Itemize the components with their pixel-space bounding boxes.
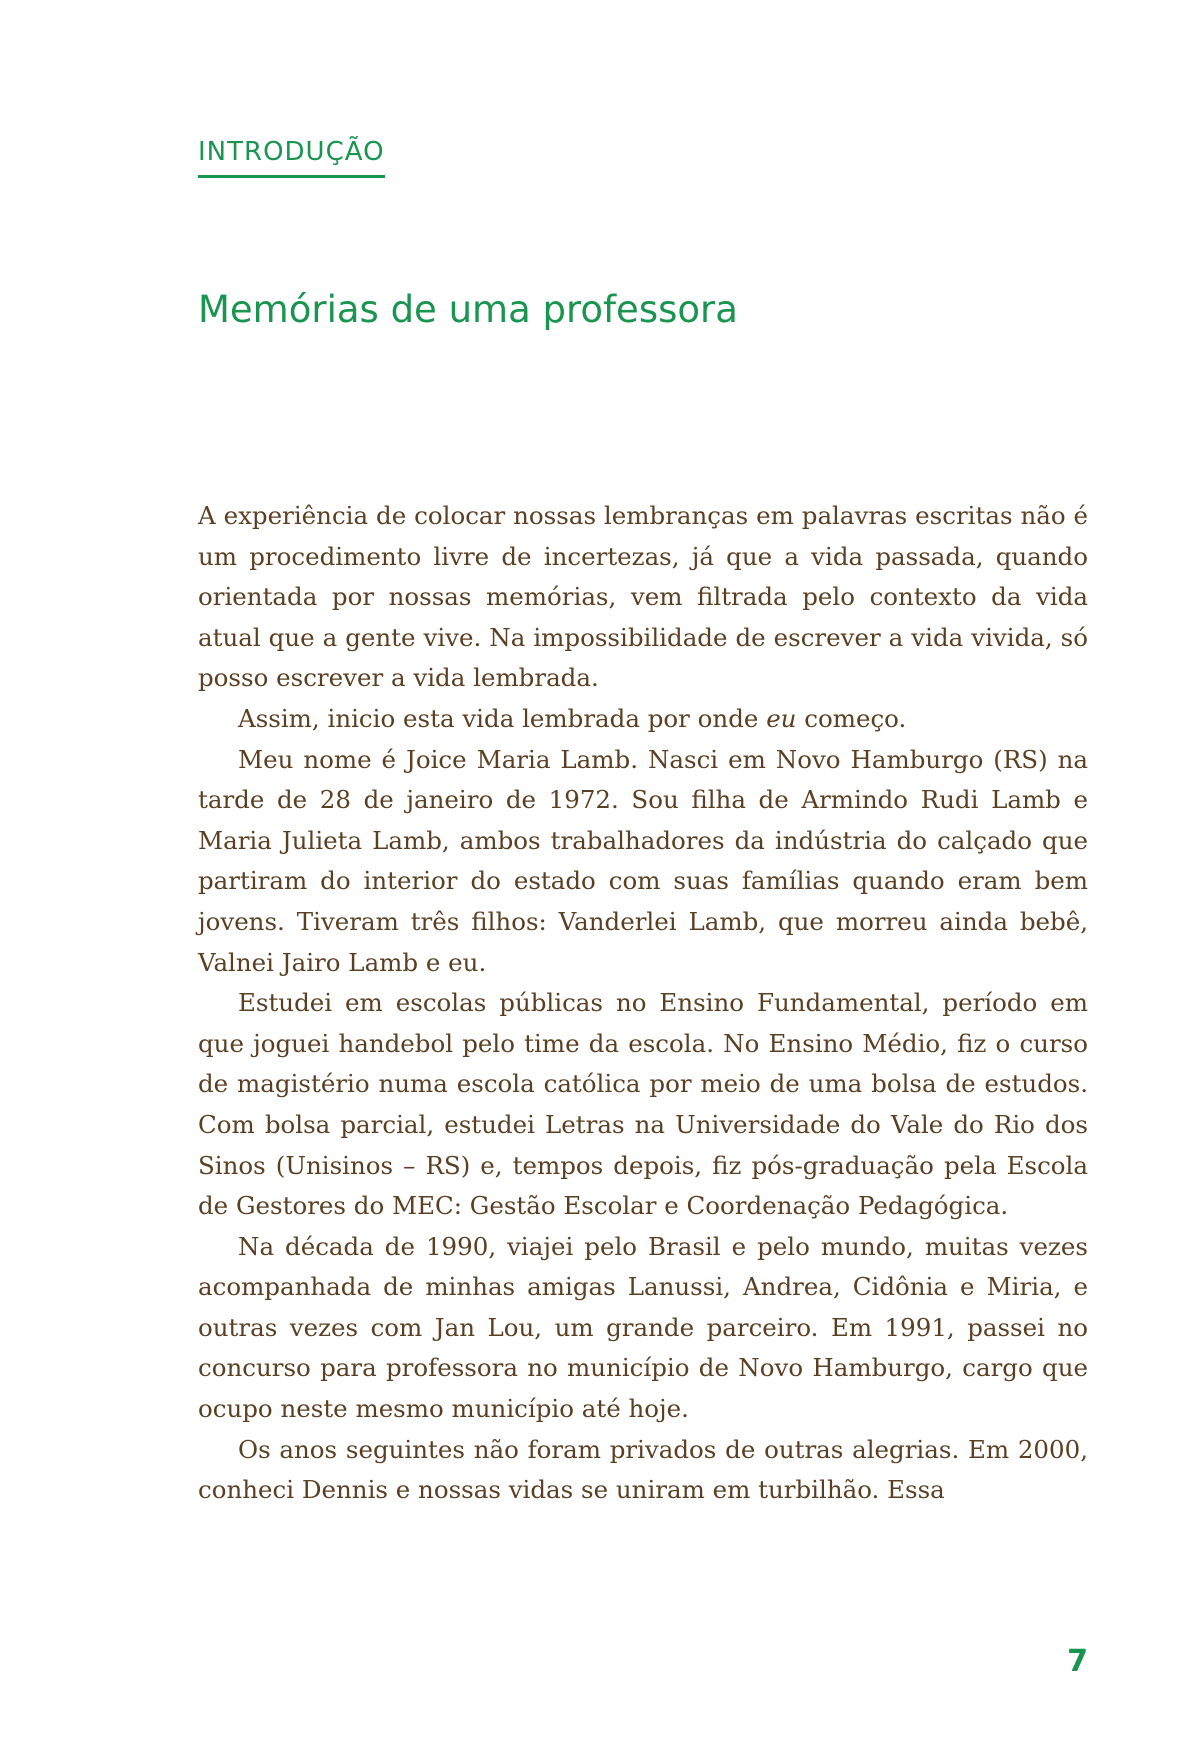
paragraph-4: Estudei em escolas públicas no Ensino Fundamental, período em que joguei handebol pelo time da escola. No Ensino Médio, fiz o curso de magistério numa escola católica por meio de uma bolsa de estudos. Com bolsa parcial, estudei Letras na Universidade do Vale do Rio dos Sinos (Unisinos – RS) e, tempos depois, fiz pós-graduação pela Escola de Gestores do MEC: Gestão Escolar e Coordenação Pedagógica. bbox=[198, 988, 1088, 1221]
paragraph-2-emphasis: eu bbox=[766, 703, 797, 733]
paragraph-3: Meu nome é Joice Maria Lamb. Nasci em Novo Hamburgo (RS) na tarde de 28 de janeiro de 1972. Sou filha de Armindo Rudi Lamb e Maria Julieta Lamb, ambos trabalhadores da indústria do calçado que partiram do interior do estado com suas famílias quando eram bem jovens. Tiveram três filhos: Vanderlei Lamb, que morreu ainda bebê, Valnei Jairo Lamb e eu. bbox=[198, 744, 1088, 977]
body-text bbox=[198, 496, 1088, 1511]
page-number: 7 bbox=[1067, 1644, 1088, 1679]
section-label: INTRODUÇÃO bbox=[198, 138, 385, 178]
paragraph-5: Na década de 1990, viajei pelo Brasil e pelo mundo, muitas vezes acompanhada de minhas amigas Lanussi, Andrea, Cidônia e Miria, e outras vezes com Jan Lou, um grande parceiro. Em 1991, passei no concurso para professora no município de Novo Hamburgo, cargo que ocupo neste mesmo município até hoje. bbox=[198, 1231, 1088, 1424]
paragraph-6: Os anos seguintes não foram privados de outras alegrias. Em 2000, conheci Dennis e nossas vidas se uniram em turbilhão. Essa bbox=[198, 1434, 1088, 1505]
paragraph-1: A experiência de colocar nossas lembranças em palavras escritas não é um procedimento livre de incertezas, já que a vida passada, quando orientada por nossas memórias, vem filtrada pelo contexto da vida atual que a gente vive. Na impossibilidade de escrever a vida vivida, só posso escrever a vida lembrada. bbox=[198, 501, 1088, 693]
paragraph-2 bbox=[198, 699, 1088, 740]
paragraph-2-end: começo. bbox=[796, 703, 907, 733]
paragraph-2-start: Assim, inicio esta vida lembrada por onde bbox=[238, 703, 767, 733]
chapter-title: Memórias de uma professora bbox=[198, 288, 738, 331]
